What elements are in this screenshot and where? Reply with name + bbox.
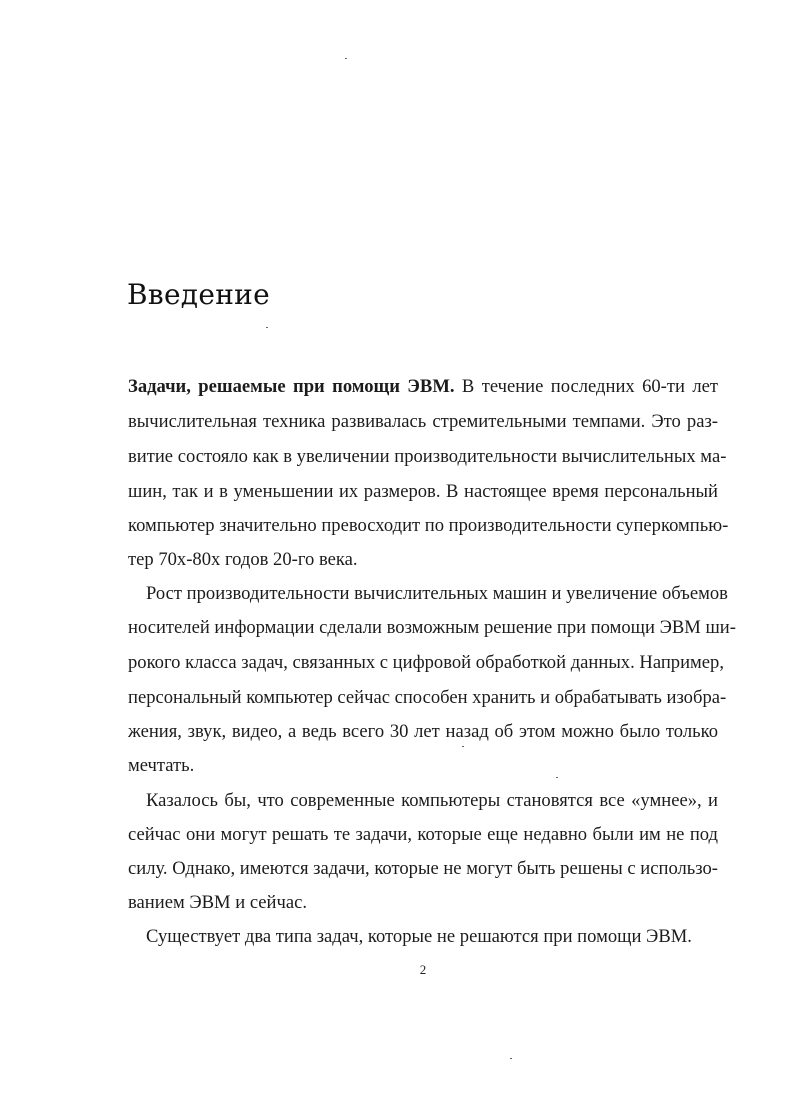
paragraph-2-line-3: рокого класса задач, связанных с цифровой обработкой данных. Например, (128, 652, 724, 673)
scan-speck (266, 327, 268, 328)
paragraph-1-line-1-text: В течение последних 60-ти лет (454, 376, 718, 397)
scan-speck (556, 777, 558, 778)
paragraph-2-line-2: носителей информации сделали возможным решение при помощи ЭВМ ши- (128, 617, 736, 638)
paragraph-1-line-5: компьютер значительно превосходит по производительности суперкомпью- (128, 515, 729, 536)
paragraph-3-line-1: Казалось бы, что современные компьютеры становятся все «умнее», и (146, 790, 718, 811)
scan-speck (510, 1058, 512, 1059)
scan-speck (345, 58, 347, 59)
paragraph-2-line-5: жения, звук, видео, а ведь всего 30 лет назад об этом можно было только (128, 721, 718, 742)
paragraph-3-line-4: ванием ЭВМ и сейчас. (128, 892, 308, 913)
paragraph-4-line-1: Существует два типа задач, которые не решаются при помощи ЭВМ. (146, 926, 692, 947)
paragraph-1-line-2: вычислительная техника развивалась стремительными темпами. Это раз- (128, 411, 718, 432)
paragraph-2-line-4: персональный компьютер сейчас способен хранить и обрабатывать изобра- (128, 687, 727, 708)
page-number: 2 (419, 962, 427, 977)
scan-speck (462, 746, 464, 747)
paragraph-1-line-6: тер 70х-80х годов 20-го века. (128, 549, 358, 570)
paragraph-2-line-6: мечтать. (128, 755, 195, 776)
paragraph-2-line-1: Рост производительности вычислительных машин и увеличение объемов (146, 583, 728, 604)
paragraph-1-line-3: витие состояло как в увеличении производительности вычислительных ма- (128, 446, 727, 467)
paragraph-1-lead-bold: Задачи, решаемые при помощи ЭВМ. (128, 376, 455, 397)
paragraph-1-line-4: шин, так и в уменьшении их размеров. В настоящее время персональный (128, 481, 718, 502)
section-heading: Введение (127, 278, 271, 311)
paragraph-3-line-3: силу. Однако, имеются задачи, которые не могут быть решены с использо- (128, 858, 718, 879)
paragraph-3-line-2: сейчас они могут решать те задачи, которые еще недавно были им не под (128, 824, 718, 845)
paragraph-1-line-1 (128, 375, 718, 399)
